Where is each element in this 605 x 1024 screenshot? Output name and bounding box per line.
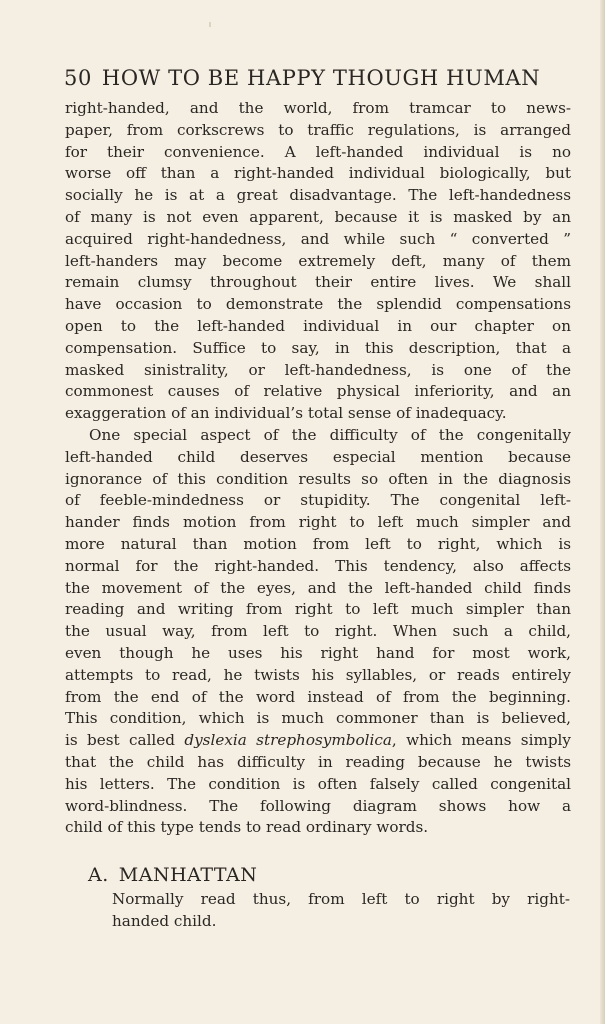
- text-line: normal for the right-handed. This tendency, also affects: [65, 556, 571, 575]
- italic-term: dyslexia strephosymbolica: [184, 731, 392, 750]
- running-title: HOW TO BE HAPPY THOUGH HUMAN: [101, 66, 541, 90]
- text-line: socially he is at a great disadvantage. The left-handedness: [65, 186, 571, 205]
- text-line: word-blindness. The following diagram shows how a: [65, 796, 571, 815]
- text-line: right-handed, and the world, from tramcar to news-: [65, 99, 571, 117]
- text-line: left-handed child deserves especial mention because: [65, 447, 571, 466]
- note-line: Normally read thus, from left to right by right-: [112, 890, 570, 908]
- text-fragment: , which means simply: [391, 731, 571, 750]
- note-line: handed child.: [112, 911, 217, 930]
- text-line: paper, from corkscrews to traffic regulations, is arranged: [65, 120, 571, 139]
- diagram-note: [112, 889, 570, 933]
- text-line: from the end of the word instead of from the beginning.: [65, 687, 571, 706]
- paragraph-start-line: One special aspect of the difficulty of the congenitally: [89, 425, 571, 444]
- running-header: [64, 66, 574, 94]
- text-line: worse off than a right-handed individual biologically, but: [65, 164, 571, 183]
- text-line: hander finds motion from right to left much simpler and: [65, 513, 571, 532]
- text-line: acquired right-handedness, and while such “ converted ”: [65, 229, 571, 248]
- page-number: 50: [64, 66, 92, 90]
- text-line: his letters. The condition is often falsely called congenital: [65, 774, 571, 793]
- text-line-with-term: [65, 730, 571, 752]
- text-line: have occasion to demonstrate the splendid compensations: [65, 295, 571, 314]
- text-line: even though he uses his right hand for most work,: [65, 643, 571, 662]
- text-line: masked sinistrality, or left-handedness, is one of the: [65, 360, 571, 379]
- diagram-word: [88, 864, 257, 886]
- text-line: open to the left-handed individual in our chapter on: [65, 316, 571, 335]
- text-line: of feeble-mindedness or stupidity. The congenital left-: [65, 491, 571, 510]
- text-line: for their convenience. A left-handed individual is no: [65, 142, 571, 161]
- text-line: more natural than motion from left to right, which is: [65, 534, 571, 553]
- text-line: left-handers may become extremely deft, many of them: [65, 251, 571, 270]
- diagram-letter: A.: [88, 864, 109, 886]
- text-line: of many is not even apparent, because it is masked by an: [65, 207, 571, 226]
- text-line: ignorance of this condition results so often in the diagnosis: [65, 469, 571, 488]
- body-text: [65, 98, 571, 839]
- text-line: the usual way, from left to right. When such a child,: [65, 622, 571, 641]
- text-line: reading and writing from right to left much simpler than: [65, 600, 571, 619]
- text-fragment: is best called: [65, 731, 185, 750]
- page-edge: [600, 0, 605, 1024]
- text-line: attempts to read, he twists his syllables, or reads entirely: [65, 665, 571, 684]
- text-line: compensation. Suffice to say, in this description, that a: [65, 338, 571, 357]
- text-line: the movement of the eyes, and the left-handed child finds: [65, 578, 571, 597]
- text-line: remain clumsy throughout their entire lives. We shall: [65, 273, 571, 292]
- diagram-example-word: MANHATTAN: [118, 864, 258, 886]
- text-line: This condition, which is much commoner than is believed,: [65, 709, 571, 728]
- text-line: that the child has difficulty in reading because he twists: [65, 752, 571, 771]
- text-line: commonest causes of relative physical inferiority, and an: [65, 382, 571, 401]
- paper-speck: [209, 22, 211, 27]
- text-line: child of this type tends to read ordinary words.: [65, 818, 429, 837]
- text-line: exaggeration of an individual’s total sense of inadequacy.: [65, 404, 507, 423]
